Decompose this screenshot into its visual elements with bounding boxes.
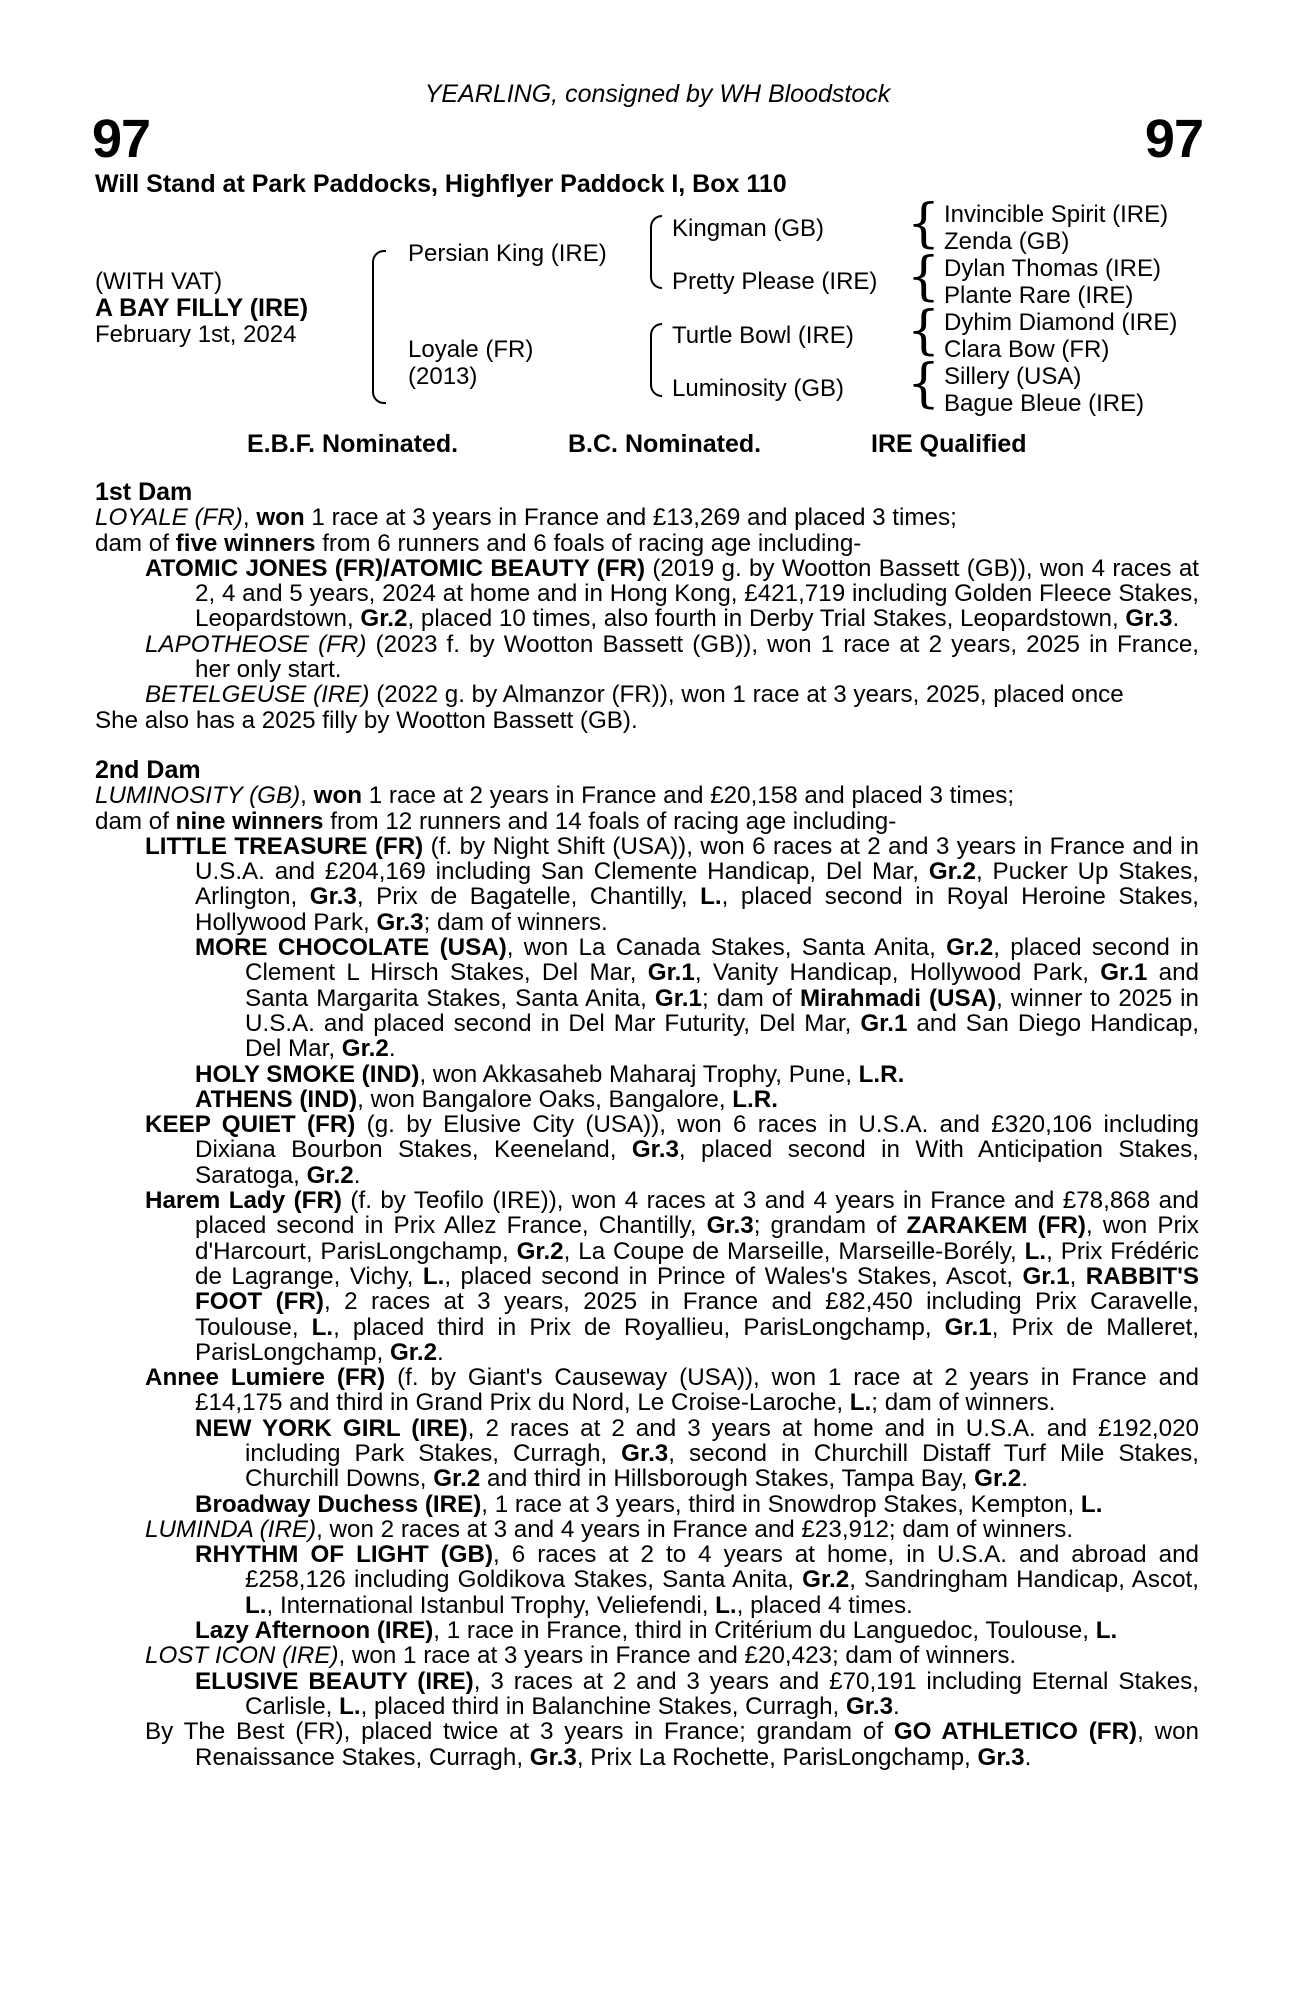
dam-year: (2013) — [408, 363, 478, 390]
sire-sire: Kingman (GB) — [672, 215, 825, 242]
produce-lazy-afternoon: Lazy Afternoon (IRE), 1 race in France, third in Critérium du Languedoc, Toulouse, L. — [195, 1617, 1118, 1645]
bc-nomination: B.C. Nominated. — [568, 430, 762, 458]
foaling-date: February 1st, 2024 — [95, 321, 297, 348]
gg-sire-3: Dyhim Diamond (IRE) — [944, 309, 1178, 336]
dam-sire: Turtle Bowl (IRE) — [672, 322, 854, 349]
vat-label: (WITH VAT) — [95, 268, 223, 295]
produce-atomic-jones: ATOMIC JONES (FR)/ATOMIC BEAUTY (FR) (2019 g. by Wootton Bassett (GB)), won 4 races at 2, 4 and 5 years, 2024 at home and in Hong Kong, £421,719 including Golden Fleece Stakes, Leopardstown, Gr.2, placed 10 times, also fourth in Derby Trial Stakes, Leopardstown, Gr.3. — [145, 554, 1199, 633]
produce-lost-icon: LOST ICON (IRE), won 1 race at 3 years in France and £20,423; dam of winners. — [145, 1642, 1017, 1670]
brace-glyph-3: { — [907, 301, 941, 361]
consignment-subtitle: YEARLING, consigned by WH Bloodstock — [424, 80, 891, 108]
produce-elusive-beauty: ELUSIVE BEAUTY (IRE), 3 races at 2 and 3 years and £70,191 including Eternal Stakes, Carlisle, L., placed third in Balanchine Stakes, Curragh, Gr.3. — [195, 1667, 1199, 1720]
brace-glyph-1: { — [907, 194, 941, 254]
sire-dam: Pretty Please (IRE) — [672, 268, 878, 295]
dam-bracket — [650, 323, 662, 397]
ebf-nomination: E.B.F. Nominated. — [247, 430, 459, 458]
produce-betelgeuse: BETELGEUSE (IRE) (2022 g. by Almanzor (FR)), won 1 race at 3 years, 2025, placed once — [145, 681, 1124, 709]
brace-glyph-2: { — [907, 247, 941, 307]
horse-name: A BAY FILLY (IRE) — [95, 294, 309, 322]
first-dam-heading: 1st Dam — [95, 478, 193, 506]
produce-lapotheose: LAPOTHEOSE (FR) (2023 f. by Wootton Bassett (GB)), won 1 race at 2 years, 2025 in France, her only start. — [145, 630, 1199, 684]
produce-athens: ATHENS (IND), won Bangalore Oaks, Bangalore, L.R. — [195, 1085, 778, 1113]
first-dam-produce-summary: dam of five winners from 6 runners and 6 foals of racing age including- — [95, 529, 862, 557]
sire: Persian King (IRE) — [408, 240, 607, 267]
stand-location: Will Stand at Park Paddocks, Highflyer Paddock I, Box 110 — [95, 170, 787, 198]
first-dam-record: LOYALE (FR), won 1 race at 3 years in France and £13,269 and placed 3 times; — [95, 504, 957, 532]
produce-broadway-duchess: Broadway Duchess (IRE), 1 race at 3 years, third in Snowdrop Stakes, Kempton, L. — [195, 1490, 1103, 1518]
sire-bracket — [650, 215, 662, 289]
lot-number-right: 97 — [1144, 109, 1203, 169]
gg-sire-1: Invincible Spirit (IRE) — [944, 201, 1169, 228]
brace-glyph-4: { — [907, 354, 941, 414]
produce-little-treasure: LITTLE TREASURE (FR) (f. by Night Shift (USA)), won 6 races at 2 and 3 years in France and in U.S.A. and £204,169 including San Clemente Handicap, Del Mar, Gr.2, Pucker Up Stakes, Arlington, Gr.3, Prix de Bagatelle, Chantilly, L., placed second in Royal Heroine Stakes, Hollywood Park, Gr.3; dam of winners. — [145, 832, 1200, 936]
gg-sire-2: Dylan Thomas (IRE) — [944, 255, 1161, 282]
produce-rhythm-of-light: RHYTHM OF LIGHT (GB), 6 races at 2 to 4 years at home, in U.S.A. and abroad and £258,126 including Goldikova Stakes, Santa Anita, Gr.2, Sandringham Handicap, Ascot, L., International Istanbul Trophy, Veliefendi, L., placed 4 times. — [195, 1541, 1199, 1619]
second-dam-heading: 2nd Dam — [95, 755, 201, 784]
gg-dam-3: Clara Bow (FR) — [944, 336, 1110, 363]
produce-more-chocolate: MORE CHOCOLATE (USA), won La Canada Stakes, Santa Anita, Gr.2, placed second in Clement L Hirsch Stakes, Del Mar, Gr.1, Vanity Handicap, Hollywood Park, Gr.1 and Santa Margarita Stakes, Santa Anita, Gr.1; dam of Mirahmadi (USA), winner to 2025 in U.S.A. and placed second in Del Mar Futurity, Del Mar, Gr.1 and San Diego Handicap, Del Mar, Gr.2. — [195, 934, 1200, 1063]
produce-luminda: LUMINDA (IRE), won 2 races at 3 and 4 years in France and £23,912; dam of winners. — [145, 1515, 1074, 1543]
first-dam-also-has: She also has a 2025 filly by Wootton Bassett (GB). — [95, 706, 638, 734]
dam: Loyale (FR) — [408, 336, 534, 363]
produce-harem-lady: Harem Lady (FR) (f. by Teofilo (IRE)), won 4 races at 3 and 4 years in France and £78,868 and placed second in Prix Allez France, Chantilly, Gr.3; grandam of ZARAKEM (FR), won Prix d'Harcourt, ParisLongchamp, Gr.2, La Coupe de Marseille, Marseille-Borély, L., Prix Frédéric de Lagrange, Vichy, L., placed second in Prince of Wales's Stakes, Ascot, Gr.1, RABBIT'S FOOT (FR), 2 races at 3 years, 2025 in France and £82,450 including Prix Caravelle, Toulouse, L., placed third in Prix de Royallieu, ParisLongchamp, Gr.1, Prix de Malleret, ParisLongchamp, Gr.2. — [145, 1187, 1200, 1366]
ire-qualified: IRE Qualified — [871, 430, 1027, 458]
gg-dam-4: Bague Bleue (IRE) — [944, 390, 1145, 417]
gg-sire-4: Sillery (USA) — [944, 363, 1082, 390]
dam-dam: Luminosity (GB) — [672, 375, 845, 402]
produce-holy-smoke: HOLY SMOKE (IND), won Akkasaheb Maharaj Trophy, Pune, L.R. — [195, 1060, 905, 1088]
lot-number-left: 97 — [92, 109, 151, 169]
produce-keep-quiet: KEEP QUIET (FR) (g. by Elusive City (USA)), won 6 races in U.S.A. and £320,106 including Dixiana Bourbon Stakes, Keeneland, Gr.3, placed second in With Anticipation Stakes, Saratoga, Gr.2. — [145, 1111, 1200, 1189]
produce-annee-lumiere: Annee Lumiere (FR) (f. by Giant's Causeway (USA)), won 1 race at 2 years in France and £14,175 and third in Grand Prix du Nord, Le Croise-Laroche, L.; dam of winners. — [145, 1364, 1199, 1417]
second-dam-record: LUMINOSITY (GB), won 1 race at 2 years in France and £20,158 and placed 3 times; — [95, 782, 1015, 810]
produce-new-york-girl: NEW YORK GIRL (IRE), 2 races at 2 and 3 years at home and in U.S.A. and £192,020 including Park Stakes, Curragh, Gr.3, second in Churchill Distaff Turf Mile Stakes, Churchill Downs, Gr.2 and third in Hillsborough Stakes, Tampa Bay, Gr.2. — [195, 1414, 1199, 1493]
second-dam-produce-summary: dam of nine winners from 12 runners and 14 foals of racing age including- — [95, 807, 897, 835]
gg-dam-1: Zenda (GB) — [944, 228, 1070, 255]
gg-dam-2: Plante Rare (IRE) — [944, 282, 1134, 309]
produce-by-the-best: By The Best (FR), placed twice at 3 years in France; grandam of GO ATHLETICO (FR), won Renaissance Stakes, Curragh, Gr.3, Prix La Rochette, ParisLongchamp, Gr.3. — [145, 1718, 1199, 1771]
pedigree-bracket-main — [372, 250, 386, 404]
catalogue-body — [95, 480, 1199, 1770]
